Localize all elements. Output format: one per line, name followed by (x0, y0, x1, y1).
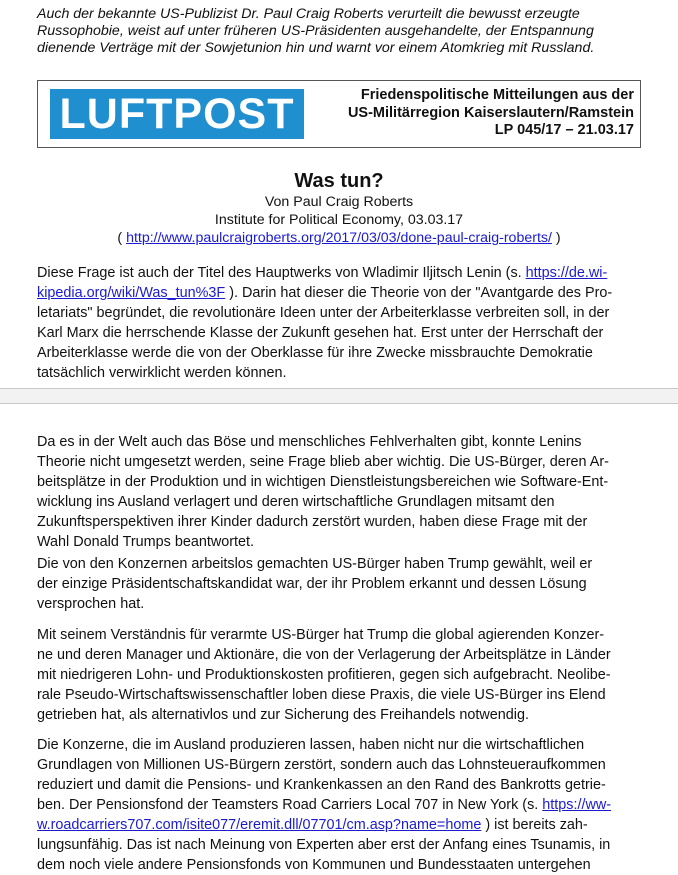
article-author: Von Paul Craig Roberts (264, 194, 414, 210)
paragraph-line: Grundlagen von Millionen US-Bürgern zerstört, sondern auch das Lohnsteueraufkommen (37, 757, 606, 773)
luftpost-banner (37, 80, 641, 148)
banner-header (314, 87, 634, 140)
text-span: Diese Frage ist auch der Titel des Hauptwerks von Wladimir Iljitsch Lenin (s. (37, 265, 526, 281)
paragraph-line: der einzige Präsidentschaftskandidat war, der ihr Problem erkannt und dessen Lösung (37, 576, 587, 592)
source-url-link[interactable]: http://www.paulcraigroberts.org/2017/03/03/done-paul-craig-roberts/ (126, 230, 552, 246)
luftpost-logo: LUFTPOST (50, 89, 304, 139)
intro-line: dienende Verträge mit der Sowjetunion hin und warnt vor einem Atomkrieg mit Russland. (37, 40, 595, 56)
paragraph-2 (37, 432, 641, 552)
text-span: ben. Der Pensionsfond der Teamsters Road Carriers Local 707 in New York (s. (37, 797, 543, 813)
paragraph-line (37, 263, 641, 283)
paragraph-line (37, 795, 641, 815)
paragraph-line: Arbeiterklasse werde die von der Oberklasse für ihre Zwecke missbrauchte Demokratie (37, 345, 593, 361)
paragraph-4 (37, 625, 641, 725)
paragraph-line: ne und deren Manager und Aktionäre, die von der Verlagerung der Arbeitsplätze in Länder (37, 647, 611, 663)
paragraph-line: mit niedrigeren Lohn- und Produktionskosten profitieren, gegen sich aufgebracht. Neolibe- (37, 667, 611, 683)
text-span: ) ist bereits zah- (481, 817, 588, 833)
page-1 (0, 0, 678, 388)
paragraph-line: letariats" begründet, die revolutionäre Ideen unter der Arbeiterklasse verbreiten soll, in der (37, 305, 610, 321)
paragraph-line: getrieben hat, als alternativlos und zur Sicherung des Freihandels notwendig. (37, 707, 529, 723)
article-title: Was tun? (294, 170, 384, 192)
paragraph-line (37, 283, 641, 303)
issue-number: LP 045/17 – 21.03.17 (494, 122, 634, 138)
page-2 (0, 404, 678, 873)
wikipedia-link-cont[interactable]: kipedia.org/wiki/Was_tun%3F (37, 285, 226, 301)
paragraph-line: reduziert und damit die Pensions- und Krankenkassen an den Rand des Bankrotts getrie- (37, 777, 606, 793)
paragraph-line (37, 815, 641, 835)
paragraph-line: versprochen hat. (37, 596, 145, 612)
paragraph-line: dem noch viele andere Pensionsfonds von Kommunen und Bundesstaaten untergehen (37, 857, 591, 873)
paragraph-line: wicklung ins Ausland verlagert und deren wirtschaftliche Grundlagen mitsamt den (37, 494, 555, 510)
url-paren-open: ( (117, 230, 127, 246)
paragraph-line: Mit seinem Verständnis für verarmte US-Bürger hat Trump die global agierenden Konzer- (37, 627, 605, 643)
paragraph-line: lungsunfähig. Das ist nach Meinung von Experten aber erst der Anfang eines Tsunamis, in (37, 837, 611, 853)
banner-line-2: US-Militärregion Kaiserslautern/Ramstein (347, 104, 634, 121)
intro-line: Russophobie, weist auf unter früheren US-Präsidenten ausgehandelte, der Entspannung (37, 23, 594, 39)
article-source: Institute for Political Economy, 03.03.17 (214, 212, 464, 228)
paragraph-line: Da es in der Welt auch das Böse und menschliches Fehlverhalten gibt, konnte Lenins (37, 434, 582, 450)
paragraph-line: rale Pseudo-Wirtschaftswissenschaftler loben diese Praxis, die viele US-Bürger ins Elend (37, 687, 606, 703)
paragraph-line: Zukunftsperspektiven ihrer Kinder dadurch zerstört wurden, haben diese Frage mit der (37, 514, 588, 530)
paragraph-line: Die von den Konzernen arbeitslos gemachten US-Bürger haben Trump gewählt, weil er (37, 556, 593, 572)
intro-text (37, 6, 649, 57)
paragraph-line: Wahl Donald Trumps beantwortet. (37, 534, 255, 550)
article-url-line (0, 229, 678, 247)
paragraph-line: Theorie nicht umgesetzt werden, seine Frage blieb aber wichtig. Die US-Bürger, deren Ar- (37, 454, 609, 470)
roadcarriers-link[interactable]: https://ww- (542, 797, 612, 813)
text-span: ). Darin hat dieser die Theorie von der "Avantgarde des Pro- (225, 285, 613, 301)
paragraph-3 (37, 554, 641, 614)
paragraph-line: tatsächlich verwirklicht werden können. (37, 365, 287, 381)
paragraph-5 (37, 735, 641, 875)
url-paren-close: ) (551, 230, 561, 246)
page-separator (0, 388, 678, 404)
paragraph-1 (37, 263, 641, 383)
paragraph-line: Karl Marx die herrschende Klasse der Zukunft gesehen hat. Erst unter der Herrschaft der (37, 325, 604, 341)
paragraph-line: Die Konzerne, die im Ausland produzieren lassen, haben nicht nur die wirtschaftlichen (37, 737, 585, 753)
wikipedia-link[interactable]: https://de.wi- (525, 265, 608, 281)
intro-line: Auch der bekannte US-Publizist Dr. Paul Craig Roberts verurteilt die bewusst erzeugte (37, 6, 580, 22)
paragraph-line: beitsplätze in der Produktion und in wichtigen Dienstleistungsbereichen wie Software-Ent- (37, 474, 609, 490)
banner-line-1: Friedenspolitische Mitteilungen aus der (360, 87, 634, 103)
roadcarriers-link-cont[interactable]: w.roadcarriers707.com/isite077/eremit.dll/07701/cm.asp?name=home (37, 817, 482, 833)
